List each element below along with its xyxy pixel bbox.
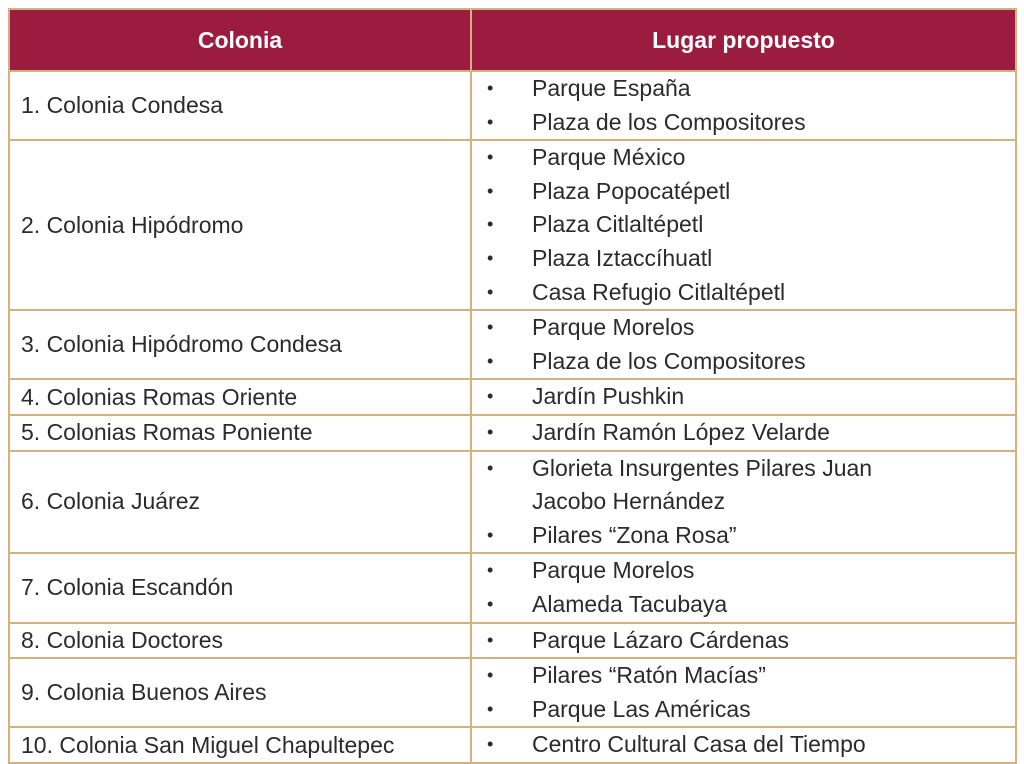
place-name: Jardín Ramón López Velarde: [532, 418, 830, 445]
place-name: Jacobo Hernández: [532, 488, 726, 515]
places-cell: [471, 727, 1016, 763]
list-item: [472, 693, 1015, 727]
place-name: Jardín Pushkin: [532, 383, 685, 410]
colonia-cell: 8. Colonia Doctores: [9, 623, 471, 659]
list-item: [472, 311, 1015, 345]
colonia-cell: 4. Colonias Romas Oriente: [9, 379, 471, 415]
place-name: Glorieta Insurgentes Pilares Juan: [532, 454, 873, 481]
place-name: Centro Cultural Casa del Tiempo: [532, 731, 866, 758]
place-name: Pilares “Zona Rosa”: [532, 521, 737, 548]
bullet-icon: •: [487, 629, 494, 650]
table-row: [9, 727, 1016, 763]
bullet-icon: •: [487, 180, 494, 201]
list-item: [472, 345, 1015, 379]
colonias-table: [8, 8, 1017, 764]
table-header-row: [9, 9, 1016, 71]
place-name: Parque Lázaro Cárdenas: [532, 626, 789, 653]
place-name: Parque Morelos: [532, 314, 695, 341]
places-cell: [471, 379, 1016, 415]
bullet-icon: •: [487, 111, 494, 132]
bullet-icon: •: [487, 317, 494, 338]
list-item: [472, 519, 1015, 553]
bullet-icon: •: [487, 457, 494, 478]
places-cell: [471, 310, 1016, 379]
bullet-icon: •: [487, 386, 494, 407]
table-row: [9, 379, 1016, 415]
bullet-icon: •: [487, 350, 494, 371]
place-name: Parque España: [532, 75, 691, 101]
places-cell: [471, 553, 1016, 622]
places-cell: [471, 658, 1016, 727]
header-colonia: Colonia: [9, 9, 471, 71]
place-name: Parque México: [532, 144, 686, 171]
bullet-icon: •: [487, 698, 494, 719]
colonia-cell: 10. Colonia San Miguel Chapultepec: [9, 727, 471, 763]
colonia-cell: 2. Colonia Hipódromo: [9, 140, 471, 310]
bullet-icon: •: [487, 734, 494, 755]
list-item: [472, 728, 1015, 762]
bullet-icon: •: [487, 665, 494, 686]
table-row: [9, 658, 1016, 727]
bullet-icon: •: [487, 281, 494, 302]
colonia-cell: 7. Colonia Escandón: [9, 553, 471, 622]
places-cell: [471, 140, 1016, 310]
places-list: [472, 72, 1015, 139]
colonia-cell: 1. Colonia Condesa: [9, 71, 471, 140]
list-item: [472, 380, 1015, 414]
list-item: [472, 208, 1015, 242]
table-row: [9, 623, 1016, 659]
places-list: [472, 311, 1015, 378]
bullet-icon: •: [487, 560, 494, 581]
list-item: [472, 141, 1015, 175]
places-list: [472, 659, 1015, 726]
bullet-icon: •: [487, 524, 494, 545]
places-list: [472, 416, 1015, 450]
list-item: [472, 106, 1015, 140]
place-name: Plaza de los Compositores: [532, 108, 806, 135]
list-item: [472, 624, 1015, 658]
list-item: [472, 242, 1015, 276]
place-name: Plaza de los Compositores: [532, 347, 806, 374]
place-name: Plaza Citlaltépetl: [532, 211, 704, 238]
places-list: [472, 380, 1015, 414]
place-name: Plaza Popocatépetl: [532, 177, 731, 204]
table-row: [9, 71, 1016, 140]
place-name: Casa Refugio Citlaltépetl: [532, 278, 786, 305]
list-item: [472, 276, 1015, 310]
place-name: Plaza Iztaccíhuatl: [532, 244, 713, 271]
header-lugar-propuesto: Lugar propuesto: [471, 9, 1016, 71]
places-list: [472, 452, 1015, 553]
table-row: [9, 415, 1016, 451]
places-list: [472, 141, 1015, 309]
place-name: Parque Morelos: [532, 557, 695, 584]
list-item: [472, 452, 1015, 486]
places-cell: [471, 71, 1016, 140]
colonia-cell: 6. Colonia Juárez: [9, 451, 471, 554]
bullet-icon: •: [487, 214, 494, 235]
bullet-icon: •: [487, 247, 494, 268]
colonia-cell: 3. Colonia Hipódromo Condesa: [9, 310, 471, 379]
bullet-icon: •: [487, 593, 494, 614]
table-row: [9, 310, 1016, 379]
list-item: [472, 588, 1015, 622]
bullet-icon: •: [487, 421, 494, 442]
table-row: [9, 140, 1016, 310]
places-list: [472, 554, 1015, 621]
places-list: [472, 728, 1015, 762]
places-cell: [471, 415, 1016, 451]
place-name: Pilares “Ratón Macías”: [532, 662, 766, 689]
bullet-icon: •: [487, 147, 494, 168]
list-item: [472, 659, 1015, 693]
table-row: [9, 553, 1016, 622]
colonia-cell: 5. Colonias Romas Poniente: [9, 415, 471, 451]
bullet-icon: •: [487, 78, 494, 98]
list-item: [472, 175, 1015, 209]
list-item: [472, 554, 1015, 588]
places-cell: [471, 623, 1016, 659]
list-item-continuation: [472, 485, 1015, 519]
table-row: [9, 451, 1016, 554]
places-cell: [471, 451, 1016, 554]
list-item: [472, 72, 1015, 106]
place-name: Alameda Tacubaya: [532, 590, 728, 617]
places-list: [472, 624, 1015, 658]
place-name: Parque Las Américas: [532, 695, 751, 722]
colonia-cell: 9. Colonia Buenos Aires: [9, 658, 471, 727]
document-area: [8, 8, 1015, 764]
list-item: [472, 416, 1015, 450]
